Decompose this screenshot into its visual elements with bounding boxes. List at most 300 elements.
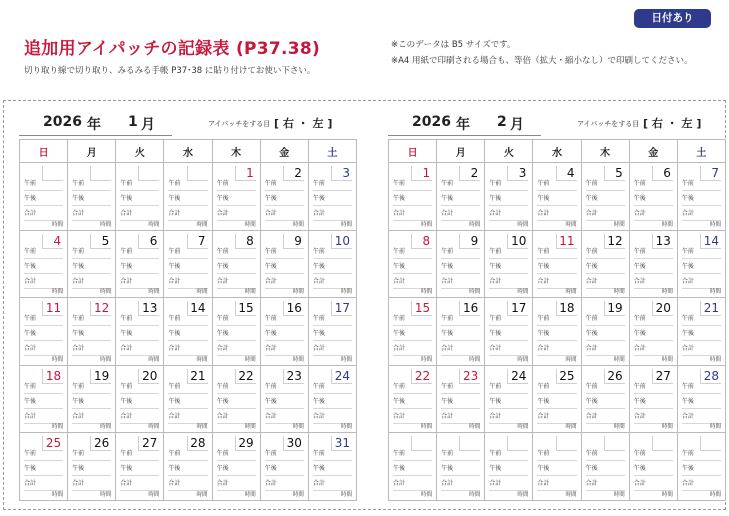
hours-label: 時間 xyxy=(421,356,433,363)
week-row xyxy=(20,230,357,298)
pm-label: 午後 xyxy=(24,395,63,409)
hours-label: 時間 xyxy=(100,289,112,296)
day-cell xyxy=(116,163,164,231)
day-cell xyxy=(389,163,437,231)
total-label: 合計 xyxy=(537,477,576,491)
pm-label: 午後 xyxy=(634,260,673,274)
day-cell xyxy=(677,298,725,366)
day-number: 6 xyxy=(138,234,159,249)
pm-label: 午後 xyxy=(217,192,256,206)
hours-label: 時間 xyxy=(421,289,433,296)
day-number: 19 xyxy=(604,301,625,316)
week-row xyxy=(389,298,726,366)
pm-label: 午後 xyxy=(393,327,432,341)
hours-label: 時間 xyxy=(148,356,160,363)
am-label: 午前 xyxy=(120,447,159,461)
day-number: 26 xyxy=(604,369,625,384)
day-cell xyxy=(437,298,485,366)
pm-label: 午後 xyxy=(24,462,63,476)
am-label: 午前 xyxy=(168,245,207,259)
weekday-header: 土 xyxy=(677,140,725,163)
am-label: 午前 xyxy=(441,245,480,259)
pm-label: 午後 xyxy=(313,327,352,341)
day-number: 3 xyxy=(331,166,352,181)
total-label: 合計 xyxy=(168,477,207,491)
total-label: 合計 xyxy=(682,207,721,221)
day-number: 29 xyxy=(235,436,256,451)
hours-label: 時間 xyxy=(100,424,112,431)
total-label: 合計 xyxy=(393,477,432,491)
pm-label: 午後 xyxy=(634,462,673,476)
day-cell xyxy=(389,365,437,433)
total-label: 合計 xyxy=(682,477,721,491)
week-row xyxy=(389,433,726,501)
weekday-header: 金 xyxy=(629,140,677,163)
pm-label: 午後 xyxy=(586,462,625,476)
day-number: 9 xyxy=(283,234,304,249)
total-label: 合計 xyxy=(265,275,304,289)
day-cell xyxy=(260,298,308,366)
pm-label: 午後 xyxy=(393,462,432,476)
am-label: 午前 xyxy=(537,177,576,191)
hours-label: 時間 xyxy=(565,424,577,431)
eye-choice: [ 右 ・ 左 ] xyxy=(274,117,333,130)
hours-label: 時間 xyxy=(517,491,529,498)
hours-label: 時間 xyxy=(565,491,577,498)
total-label: 合計 xyxy=(72,410,111,424)
weekday-header: 水 xyxy=(164,140,212,163)
day-number: 8 xyxy=(411,234,432,249)
day-number: 28 xyxy=(700,369,721,384)
page-subtitle: 切り取り線で切り取り、みるみる手帳 P37･38 に貼り付けてお使い下さい。 xyxy=(24,66,316,76)
day-number: 4 xyxy=(42,234,63,249)
week-row xyxy=(389,230,726,298)
day-number: 26 xyxy=(90,436,111,451)
pm-label: 午後 xyxy=(441,462,480,476)
pm-label: 午後 xyxy=(217,327,256,341)
day-cell xyxy=(308,298,356,366)
calendar-year: 2026 xyxy=(412,114,451,130)
hours-label: 時間 xyxy=(196,221,208,228)
hours-label: 時間 xyxy=(340,221,352,228)
pm-label: 午後 xyxy=(537,462,576,476)
day-number: 25 xyxy=(42,436,63,451)
am-label: 午前 xyxy=(265,177,304,191)
am-label: 午前 xyxy=(682,380,721,394)
am-label: 午前 xyxy=(168,447,207,461)
am-label: 午前 xyxy=(168,380,207,394)
day-cell xyxy=(629,298,677,366)
pm-label: 午後 xyxy=(313,260,352,274)
week-row xyxy=(389,163,726,231)
weekday-header: 火 xyxy=(116,140,164,163)
pm-label: 午後 xyxy=(537,327,576,341)
total-label: 合計 xyxy=(265,342,304,356)
calendar-header xyxy=(19,110,172,136)
am-label: 午前 xyxy=(24,380,63,394)
hours-label: 時間 xyxy=(469,491,481,498)
day-cell xyxy=(677,433,725,501)
hours-label: 時間 xyxy=(148,491,160,498)
calendar-january xyxy=(19,110,357,498)
day-cell xyxy=(260,365,308,433)
hours-label: 時間 xyxy=(709,356,721,363)
calendar-year: 2026 xyxy=(43,114,82,130)
day-cell xyxy=(437,365,485,433)
pm-label: 午後 xyxy=(682,462,721,476)
pm-label: 午後 xyxy=(441,260,480,274)
day-number: 24 xyxy=(331,369,352,384)
day-number: 1 xyxy=(235,166,256,181)
pm-label: 午後 xyxy=(120,395,159,409)
am-label: 午前 xyxy=(313,245,352,259)
day-cell xyxy=(437,230,485,298)
day-number: 5 xyxy=(90,234,111,249)
hours-label: 時間 xyxy=(340,491,352,498)
total-label: 合計 xyxy=(634,275,673,289)
total-label: 合計 xyxy=(682,342,721,356)
pm-label: 午後 xyxy=(168,327,207,341)
day-number: 16 xyxy=(283,301,304,316)
calendar-month: 2 xyxy=(497,114,507,130)
day-number: 4 xyxy=(556,166,577,181)
day-cell xyxy=(164,433,212,501)
hours-label: 時間 xyxy=(517,356,529,363)
pm-label: 午後 xyxy=(217,462,256,476)
pm-label: 午後 xyxy=(24,260,63,274)
day-cell xyxy=(20,433,68,501)
total-label: 合計 xyxy=(72,207,111,221)
hours-label: 時間 xyxy=(292,491,304,498)
calendar-february xyxy=(388,110,726,498)
hours-label: 時間 xyxy=(340,289,352,296)
day-number: 24 xyxy=(507,369,528,384)
hours-label: 時間 xyxy=(709,289,721,296)
total-label: 合計 xyxy=(634,477,673,491)
total-label: 合計 xyxy=(24,342,63,356)
am-label: 午前 xyxy=(537,447,576,461)
year-unit: 年 xyxy=(87,117,101,133)
month-unit: 月 xyxy=(141,117,155,133)
pm-label: 午後 xyxy=(441,192,480,206)
total-label: 合計 xyxy=(217,342,256,356)
pm-label: 午後 xyxy=(489,260,528,274)
day-number: 20 xyxy=(138,369,159,384)
am-label: 午前 xyxy=(265,245,304,259)
week-row xyxy=(20,365,357,433)
am-label: 午前 xyxy=(586,245,625,259)
pm-label: 午後 xyxy=(24,192,63,206)
hours-label: 時間 xyxy=(52,356,64,363)
day-number: 17 xyxy=(331,301,352,316)
weekday-header: 月 xyxy=(437,140,485,163)
hours-label: 時間 xyxy=(517,289,529,296)
weekday-header: 火 xyxy=(485,140,533,163)
pm-label: 午後 xyxy=(537,192,576,206)
pm-label: 午後 xyxy=(489,192,528,206)
am-label: 午前 xyxy=(537,245,576,259)
am-label: 午前 xyxy=(168,312,207,326)
total-label: 合計 xyxy=(120,410,159,424)
day-number: 7 xyxy=(187,234,208,249)
total-label: 合計 xyxy=(217,207,256,221)
total-label: 合計 xyxy=(217,477,256,491)
am-label: 午前 xyxy=(120,177,159,191)
day-number: 27 xyxy=(652,369,673,384)
total-label: 合計 xyxy=(313,342,352,356)
day-number: 31 xyxy=(331,436,352,451)
hours-label: 時間 xyxy=(613,221,625,228)
am-label: 午前 xyxy=(441,380,480,394)
hours-label: 時間 xyxy=(244,424,256,431)
am-label: 午前 xyxy=(441,177,480,191)
day-number: 5 xyxy=(604,166,625,181)
day-number: 10 xyxy=(331,234,352,249)
day-number: 19 xyxy=(90,369,111,384)
year-unit: 年 xyxy=(456,117,470,133)
pm-label: 午後 xyxy=(682,327,721,341)
weekday-header: 日 xyxy=(389,140,437,163)
total-label: 合計 xyxy=(489,342,528,356)
pm-label: 午後 xyxy=(393,192,432,206)
total-label: 合計 xyxy=(24,275,63,289)
day-cell xyxy=(68,365,116,433)
day-number: 11 xyxy=(42,301,63,316)
hours-label: 時間 xyxy=(196,289,208,296)
am-label: 午前 xyxy=(682,177,721,191)
total-label: 合計 xyxy=(313,477,352,491)
weekday-header: 日 xyxy=(20,140,68,163)
day-number: 28 xyxy=(187,436,208,451)
total-label: 合計 xyxy=(441,207,480,221)
am-label: 午前 xyxy=(265,380,304,394)
day-cell xyxy=(212,230,260,298)
hours-label: 時間 xyxy=(469,424,481,431)
day-cell xyxy=(68,163,116,231)
day-number: 14 xyxy=(700,234,721,249)
day-cell xyxy=(677,230,725,298)
pm-label: 午後 xyxy=(168,395,207,409)
hours-label: 時間 xyxy=(100,491,112,498)
am-label: 午前 xyxy=(682,312,721,326)
day-cell xyxy=(629,230,677,298)
day-cell xyxy=(485,230,533,298)
hours-label: 時間 xyxy=(196,491,208,498)
day-cell xyxy=(308,163,356,231)
day-number: 23 xyxy=(283,369,304,384)
am-label: 午前 xyxy=(393,245,432,259)
hours-label: 時間 xyxy=(613,356,625,363)
pm-label: 午後 xyxy=(537,260,576,274)
pm-label: 午後 xyxy=(24,327,63,341)
pm-label: 午後 xyxy=(682,395,721,409)
day-cell xyxy=(533,163,581,231)
total-label: 合計 xyxy=(586,342,625,356)
total-label: 合計 xyxy=(313,410,352,424)
day-number: 15 xyxy=(235,301,256,316)
eye-choice: [ 右 ・ 左 ] xyxy=(643,117,702,130)
print-note-scale: ※A4 用紙で印刷される場合も、等倍（拡大・縮小なし）で印刷してください。 xyxy=(391,56,693,66)
pm-label: 午後 xyxy=(217,395,256,409)
day-cell xyxy=(116,298,164,366)
week-row xyxy=(20,298,357,366)
day-cell xyxy=(164,365,212,433)
day-cell xyxy=(677,365,725,433)
total-label: 合計 xyxy=(120,477,159,491)
hours-label: 時間 xyxy=(469,356,481,363)
eye-label: アイパッチをする目 xyxy=(577,120,640,128)
am-label: 午前 xyxy=(217,177,256,191)
pm-label: 午後 xyxy=(441,395,480,409)
day-cell xyxy=(164,163,212,231)
am-label: 午前 xyxy=(24,312,63,326)
day-cell xyxy=(629,433,677,501)
total-label: 合計 xyxy=(168,342,207,356)
day-number: 1 xyxy=(411,166,432,181)
day-cell xyxy=(533,230,581,298)
day-cell xyxy=(68,433,116,501)
am-label: 午前 xyxy=(120,245,159,259)
total-label: 合計 xyxy=(441,275,480,289)
pm-label: 午後 xyxy=(682,192,721,206)
total-label: 合計 xyxy=(634,207,673,221)
calendar-grid xyxy=(19,139,357,501)
day-cell xyxy=(389,230,437,298)
total-label: 合計 xyxy=(120,275,159,289)
pm-label: 午後 xyxy=(393,395,432,409)
hours-label: 時間 xyxy=(565,356,577,363)
hours-label: 時間 xyxy=(244,356,256,363)
day-cell xyxy=(389,298,437,366)
pm-label: 午後 xyxy=(120,192,159,206)
total-label: 合計 xyxy=(441,410,480,424)
day-cell xyxy=(68,230,116,298)
day-number: 17 xyxy=(507,301,528,316)
day-number: 22 xyxy=(235,369,256,384)
day-number: 27 xyxy=(138,436,159,451)
day-cell xyxy=(212,163,260,231)
am-label: 午前 xyxy=(441,447,480,461)
pm-label: 午後 xyxy=(682,260,721,274)
hours-label: 時間 xyxy=(292,221,304,228)
hours-label: 時間 xyxy=(52,424,64,431)
am-label: 午前 xyxy=(217,380,256,394)
day-number: 2 xyxy=(459,166,480,181)
total-label: 合計 xyxy=(120,207,159,221)
am-label: 午前 xyxy=(393,380,432,394)
total-label: 合計 xyxy=(586,477,625,491)
total-label: 合計 xyxy=(441,342,480,356)
pm-label: 午後 xyxy=(441,327,480,341)
total-label: 合計 xyxy=(24,207,63,221)
day-number: 30 xyxy=(283,436,304,451)
total-label: 合計 xyxy=(168,410,207,424)
am-label: 午前 xyxy=(634,312,673,326)
pm-label: 午後 xyxy=(586,192,625,206)
am-label: 午前 xyxy=(217,447,256,461)
day-cell xyxy=(212,433,260,501)
day-cell xyxy=(581,365,629,433)
pm-label: 午後 xyxy=(168,260,207,274)
month-unit: 月 xyxy=(510,117,524,133)
pm-label: 午後 xyxy=(313,192,352,206)
hours-label: 時間 xyxy=(613,424,625,431)
hours-label: 時間 xyxy=(196,356,208,363)
am-label: 午前 xyxy=(489,312,528,326)
am-label: 午前 xyxy=(586,447,625,461)
day-number: 23 xyxy=(459,369,480,384)
pm-label: 午後 xyxy=(634,192,673,206)
day-cell xyxy=(581,163,629,231)
total-label: 合計 xyxy=(72,477,111,491)
am-label: 午前 xyxy=(313,447,352,461)
am-label: 午前 xyxy=(168,177,207,191)
pm-label: 午後 xyxy=(168,462,207,476)
hours-label: 時間 xyxy=(52,491,64,498)
total-label: 合計 xyxy=(537,342,576,356)
pm-label: 午後 xyxy=(120,462,159,476)
hours-label: 時間 xyxy=(565,289,577,296)
total-label: 合計 xyxy=(265,207,304,221)
pm-label: 午後 xyxy=(265,260,304,274)
hours-label: 時間 xyxy=(565,221,577,228)
total-label: 合計 xyxy=(120,342,159,356)
total-label: 合計 xyxy=(313,207,352,221)
total-label: 合計 xyxy=(586,410,625,424)
pm-label: 午後 xyxy=(586,395,625,409)
day-cell xyxy=(485,298,533,366)
hours-label: 時間 xyxy=(292,289,304,296)
day-number: 21 xyxy=(187,369,208,384)
day-number: 7 xyxy=(700,166,721,181)
day-cell xyxy=(164,298,212,366)
day-number: 11 xyxy=(556,234,577,249)
hours-label: 時間 xyxy=(244,289,256,296)
day-number: 21 xyxy=(700,301,721,316)
hours-label: 時間 xyxy=(709,424,721,431)
hours-label: 時間 xyxy=(244,221,256,228)
pm-label: 午後 xyxy=(313,395,352,409)
hours-label: 時間 xyxy=(709,491,721,498)
date-included-badge: 日付あり xyxy=(634,9,711,28)
day-number: 16 xyxy=(459,301,480,316)
total-label: 合計 xyxy=(168,207,207,221)
day-cell xyxy=(581,298,629,366)
am-label: 午前 xyxy=(24,177,63,191)
am-label: 午前 xyxy=(120,380,159,394)
pm-label: 午後 xyxy=(265,192,304,206)
hours-label: 時間 xyxy=(100,221,112,228)
total-label: 合計 xyxy=(265,410,304,424)
day-number: 2 xyxy=(283,166,304,181)
total-label: 合計 xyxy=(489,207,528,221)
hours-label: 時間 xyxy=(661,424,673,431)
day-cell xyxy=(20,365,68,433)
hours-label: 時間 xyxy=(340,424,352,431)
weekday-header-row xyxy=(389,140,726,163)
hours-label: 時間 xyxy=(292,424,304,431)
print-note-size: ※このデータは B5 サイズです。 xyxy=(391,40,516,50)
day-number: 12 xyxy=(604,234,625,249)
am-label: 午前 xyxy=(72,380,111,394)
day-number: 12 xyxy=(90,301,111,316)
pm-label: 午後 xyxy=(634,327,673,341)
total-label: 合計 xyxy=(537,410,576,424)
am-label: 午前 xyxy=(537,380,576,394)
pm-label: 午後 xyxy=(120,327,159,341)
day-number: 10 xyxy=(507,234,528,249)
day-cell xyxy=(677,163,725,231)
